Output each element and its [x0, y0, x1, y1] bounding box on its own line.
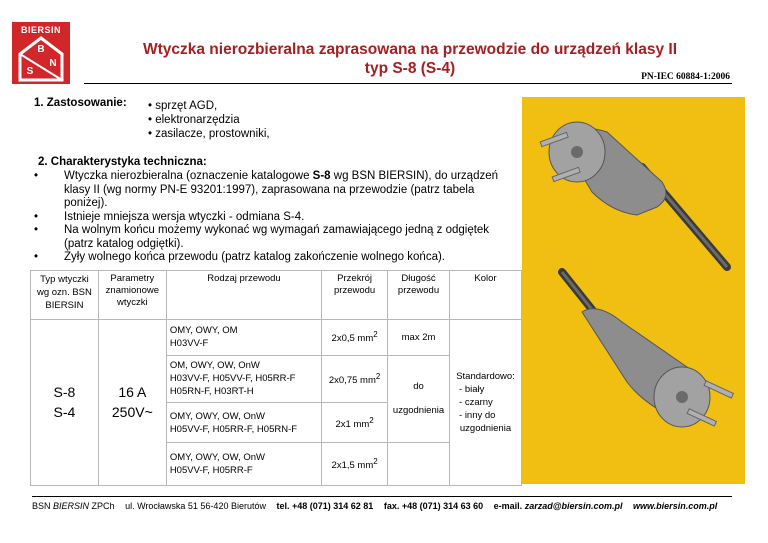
section-specs-label: 2. Charakterystyka techniczna: [38, 156, 207, 168]
specs-list [34, 170, 508, 265]
th-cable: Rodzaj przewodu [166, 271, 321, 320]
cell-color: Standardowo: - biały - czarny - inny do uzgodnienia [450, 319, 522, 485]
cell-cable-4: OMY, OWY, OW, OnW H05VV-F, H05RR-F [166, 443, 321, 486]
cell-length-agreed: do uzgodnienia [388, 356, 450, 443]
logo-letter-n: N [49, 58, 57, 69]
brand-logo [12, 22, 70, 84]
usage-item: • zasilacze, prostowniki, [148, 128, 270, 140]
th-color: Kolor [450, 271, 522, 320]
product-image-panel [522, 97, 745, 484]
spec-table [30, 270, 522, 486]
title-line-1: Wtyczka nierozbieralna zaprasowana na przewodzie do urządzeń klasy II [142, 41, 678, 58]
spec-item: • Żyły wolnego końca przewodu (patrz katalog zakończenie wolnego końca). [34, 251, 508, 265]
footer-email-link[interactable]: zarzad@biersin.com.pl [524, 501, 623, 511]
th-type: Typ wtyczki wg ozn. BSN BIERSIN [31, 271, 99, 320]
page-title [90, 40, 730, 78]
cell-cable-3: OMY, OWY, OW, OnW H05VV-F, H05RR-F, H05RN-F [166, 402, 321, 443]
cell-length-4 [388, 443, 450, 486]
th-section: Przekrój przewodu [322, 271, 388, 320]
footer-address: ul. Wrocławska 51 56-420 Bierutów [125, 501, 266, 511]
section-usage-label: 1. Zastosowanie: [34, 97, 127, 109]
th-params: Parametry znamionowe wtyczki [98, 271, 166, 320]
spec-item: • Na wolnym końcu możemy wykonać wg wymagań zamawiającego jedną z odgiętek (patrz katalog odgiętki). [34, 224, 508, 251]
logo-letter-b: B [37, 44, 45, 55]
cell-params: 16 A 250V~ [98, 319, 166, 485]
cell-section-1: 2x0,5 $mm^2$ [322, 319, 388, 356]
cell-length-1: max 2m [388, 319, 450, 356]
spec-item: • Wtyczka nierozbieralna (oznaczenie katalogowe S-8 wg BSN BIERSIN), do urządzeń klasy II (wg normy PN-E 93201:1997), zaprasowana na przewodzie (patrz tabela poniżej). [34, 170, 508, 211]
logo-house-icon [12, 22, 70, 84]
cell-section-3: 2x1 $mm^2$ [322, 402, 388, 443]
footer-www-link[interactable]: www.biersin.com.pl [633, 501, 718, 511]
logo-letter-s: S [26, 66, 34, 77]
cell-section-2: 2x0,75 $mm^2$ [322, 356, 388, 403]
usage-list [148, 99, 270, 141]
usage-item: • elektronarzędzia [148, 114, 240, 126]
footer [32, 501, 732, 511]
logo-brand-text: BIERSIN [20, 25, 61, 35]
th-length: Długość przewodu [388, 271, 450, 320]
footer-email-label: e-mail. [493, 501, 525, 511]
header-divider [84, 83, 732, 84]
plug-illustration [522, 97, 745, 484]
cell-section-4: 2x1,5 $mm^2$ [322, 443, 388, 486]
cell-cable-1: OMY, OWY, OM H03VV-F [166, 319, 321, 356]
footer-fax: fax. +48 (071) 314 63 60 [383, 501, 484, 511]
usage-item: • sprzęt AGD, [148, 100, 218, 112]
norm-reference: PN-IEC 60884-1:2006 [641, 72, 730, 82]
footer-divider [32, 496, 732, 497]
footer-tel: tel. +48 (071) 314 62 81 [276, 501, 374, 511]
footer-company: BSN BIERSIN ZPCh [32, 501, 115, 511]
spec-item: • Istnieje mniejsza wersja wtyczki - odmiana S-4. [34, 211, 508, 225]
title-line-2: typ S-8 (S-4) [364, 60, 456, 77]
cell-cable-2: OM, OWY, OW, OnW H03VV-F, H05VV-F, H05RR-F H05RN-F, H03RT-H [166, 356, 321, 403]
cell-type: S-8 S-4 [31, 319, 99, 485]
